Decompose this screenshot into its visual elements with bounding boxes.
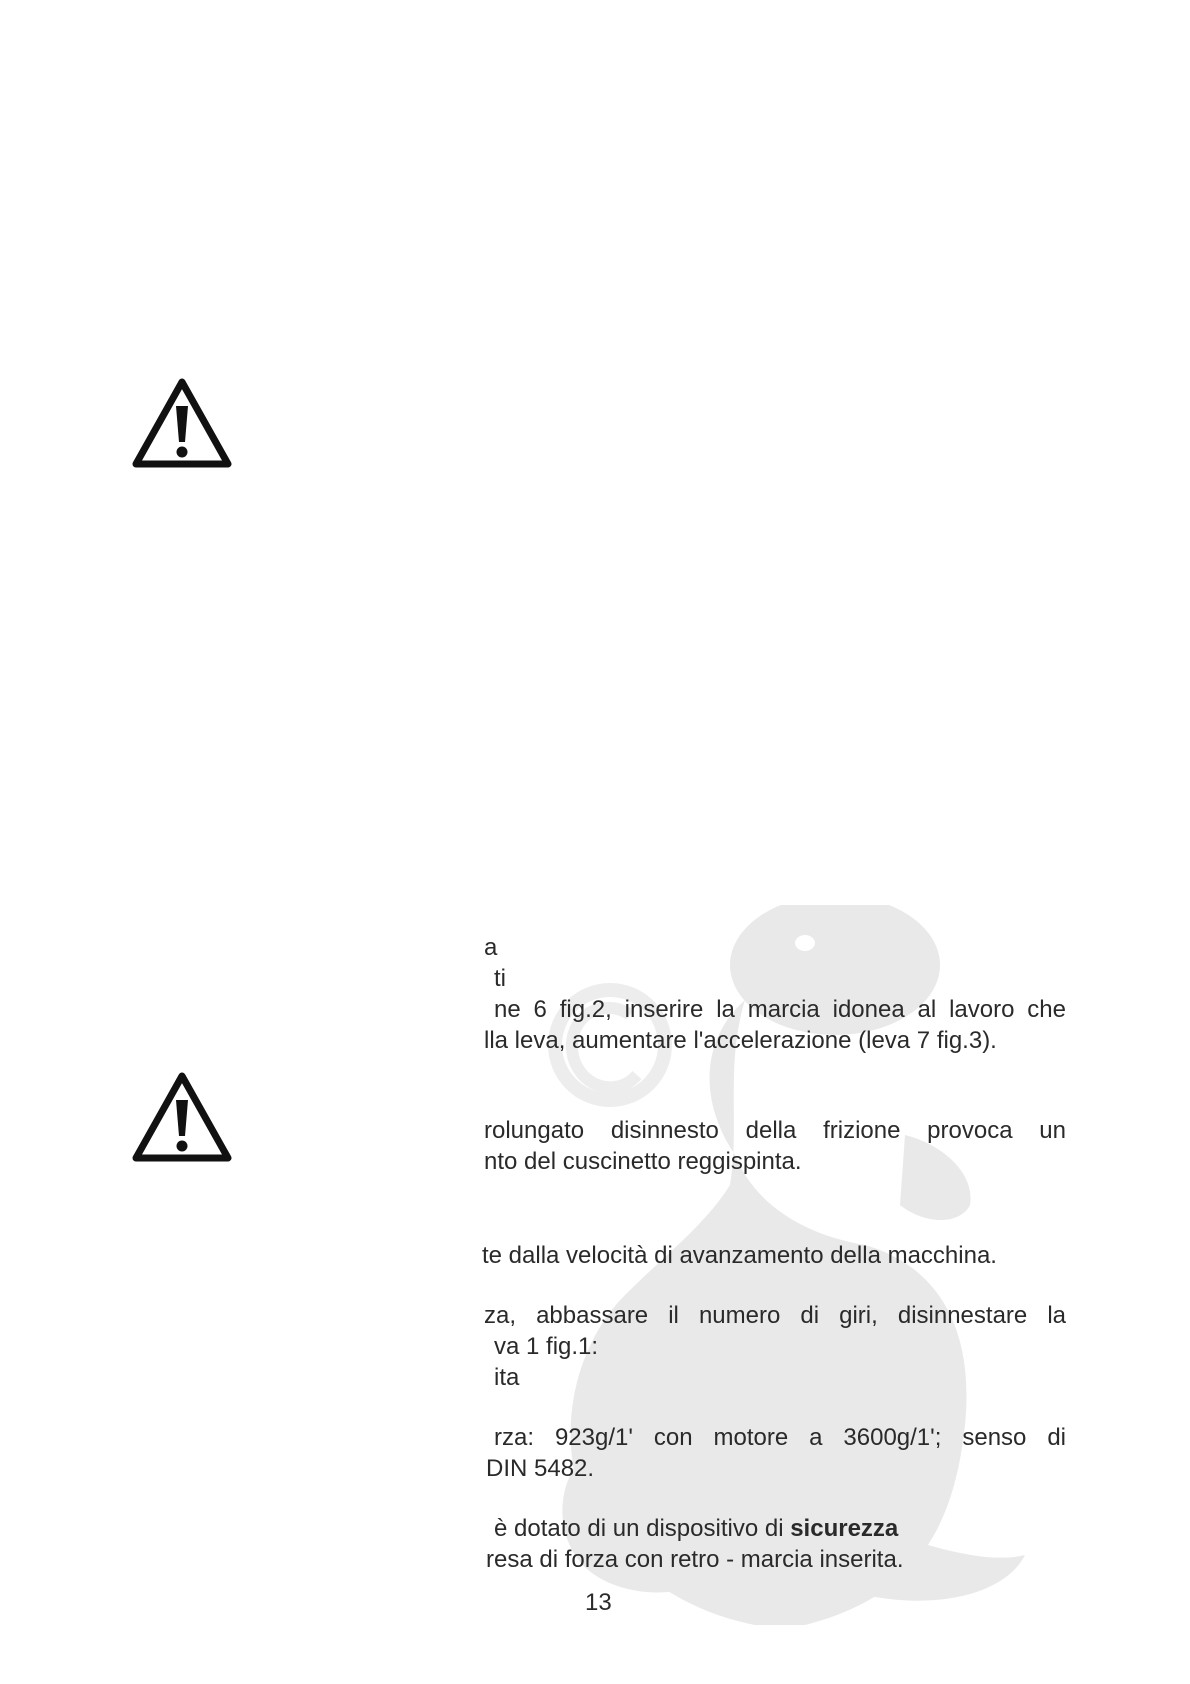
warning-triangle-icon: [130, 1070, 234, 1164]
text-line: za, abbassare il numero di giri, disinnestare la: [484, 1302, 1066, 1329]
text-line: a: [484, 934, 498, 961]
text-line: nto del cuscinetto reggispinta.: [484, 1148, 802, 1175]
text-line: resa di forza con retro - marcia inserita.: [486, 1546, 904, 1573]
text-line: rza: 923g/1' con motore a 3600g/1'; senso di: [494, 1424, 1066, 1451]
text-line: va 1 fig.1:: [494, 1333, 599, 1360]
text-line: ita: [494, 1364, 520, 1391]
text-line: lla leva, aumentare l'accelerazione (leva 7 fig.3).: [484, 1027, 997, 1054]
text-line: DIN 5482.: [486, 1455, 595, 1482]
text-line: ne 6 fig.2, inserire la marcia idonea al lavoro che: [494, 996, 1066, 1023]
text-fragment: è dotato di un dispositivo di: [494, 1515, 791, 1542]
text-line: te dalla velocità di avanzamento della macchina.: [482, 1242, 997, 1269]
bold-word: sicurezza: [790, 1515, 899, 1542]
text-line: [494, 1513, 1076, 1544]
text-line: ti: [494, 965, 506, 992]
warning-triangle-icon: [130, 376, 234, 470]
text-line: rolungato disinnesto della frizione provoca un: [484, 1117, 1066, 1144]
page-number: 13: [585, 1589, 612, 1616]
